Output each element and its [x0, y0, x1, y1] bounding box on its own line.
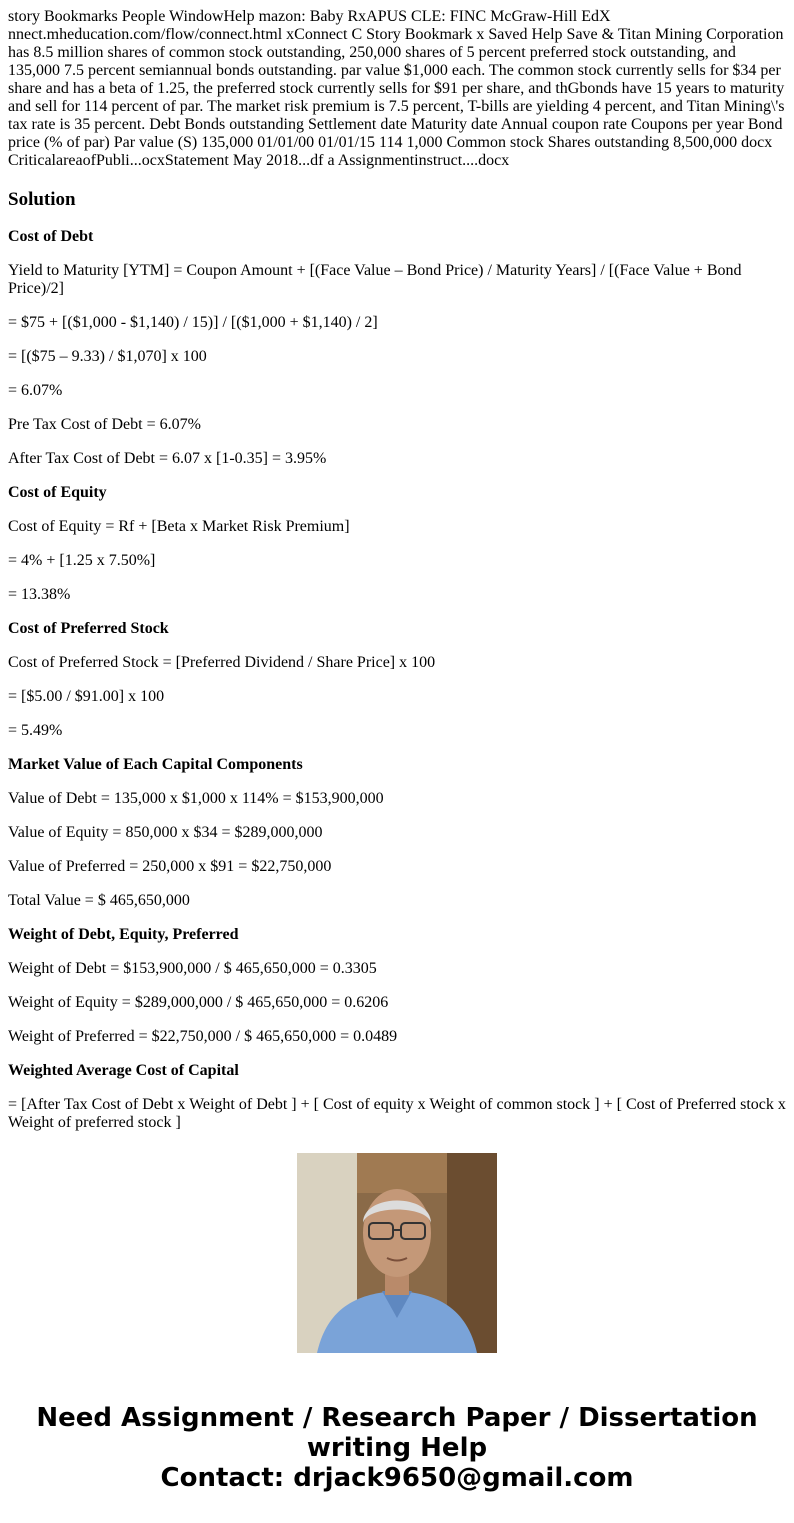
wacc-line: = [After Tax Cost of Debt x Weight of Debt ] + [ Cost of equity x Weight of common stock ] + [ Cost of Preferred stock x Weight of preferred stock ] — [8, 1096, 786, 1131]
debt-line: = $75 + [($1,000 - $1,140) / 15)] / [($1,000 + $1,140) / 2] — [8, 314, 378, 331]
debt-line: After Tax Cost of Debt = 6.07 x [1-0.35] = 3.95% — [8, 450, 327, 467]
preferred-line: = 5.49% — [8, 722, 63, 739]
footer-contact-banner — [0, 1403, 794, 1493]
debt-line: = 6.07% — [8, 382, 63, 399]
section-title-cost-of-preferred: Cost of Preferred Stock — [8, 620, 169, 637]
preferred-line: Cost of Preferred Stock = [Preferred Dividend / Share Price] x 100 — [8, 654, 436, 671]
author-photo-avatar — [297, 1153, 497, 1353]
equity-line: = 4% + [1.25 x 7.50%] — [8, 552, 156, 569]
equity-line: = 13.38% — [8, 586, 71, 603]
section-title-market-value: Market Value of Each Capital Components — [8, 756, 303, 773]
debt-line: Pre Tax Cost of Debt = 6.07% — [8, 416, 201, 433]
market-value-line: Value of Equity = 850,000 x $34 = $289,000,000 — [8, 824, 323, 841]
section-title-cost-of-debt: Cost of Debt — [8, 228, 94, 245]
preferred-line: = [$5.00 / $91.00] x 100 — [8, 688, 165, 705]
answer-document — [8, 8, 788, 1131]
solution-heading: Solution — [8, 189, 76, 210]
question-text: story Bookmarks People WindowHelp mazon: Baby RxAPUS CLE: FINC McGraw-Hill EdX nnect.mheducation.com/flow/connect.html xConnect C Story Bookmark x Saved Help Save & Titan Mining Corporation has 8.5 million shares of common stock outstanding, 250,000 shares of 5 percent preferred stock outstanding, and 135,000 7.5 percent semiannual bonds outstanding. par value $1,000 each. The common stock currently sells for $34 per share and has a beta of 1.25, the preferred stock currently sells for $91 per share, and thGbonds have 15 years to maturity and sell for 114 percent of par. The market risk premium is 7.5 percent, T-bills are yielding 4 percent, and Titan Mining\'s tax rate is 35 percent. Debt Bonds outstanding Settlement date Maturity date Annual coupon rate Coupons per year Bond price (% of par) Par value (S) 135,000 01/01/00 01/01/15 114 1,000 Common stock Shares outstanding 8,500,000 docx CriticalareaofPubli...ocxStatement May 2018...df a Assignmentinstruct....docx — [8, 8, 785, 169]
market-value-line: Total Value = $ 465,650,000 — [8, 892, 190, 909]
debt-line: = [($75 – 9.33) / $1,070] x 100 — [8, 348, 207, 365]
section-title-cost-of-equity: Cost of Equity — [8, 484, 107, 501]
weight-line: Weight of Debt = $153,900,000 / $ 465,650,000 = 0.3305 — [8, 960, 377, 977]
weight-line: Weight of Equity = $289,000,000 / $ 465,650,000 = 0.6206 — [8, 994, 389, 1011]
market-value-line: Value of Preferred = 250,000 x $91 = $22,750,000 — [8, 858, 332, 875]
section-title-wacc: Weighted Average Cost of Capital — [8, 1062, 239, 1079]
equity-line: Cost of Equity = Rf + [Beta x Market Risk Premium] — [8, 518, 350, 535]
footer-contact-email: Contact: drjack9650@gmail.com — [160, 1463, 634, 1493]
person-portrait-icon — [297, 1153, 497, 1353]
market-value-line: Value of Debt = 135,000 x $1,000 x 114% = $153,900,000 — [8, 790, 384, 807]
debt-line: Yield to Maturity [YTM] = Coupon Amount + [(Face Value – Bond Price) / Maturity Years] / [(Face Value + Bond Price)/2] — [8, 262, 742, 297]
footer-line-1: Need Assignment / Research Paper / Dissertation — [36, 1403, 758, 1433]
section-title-weights: Weight of Debt, Equity, Preferred — [8, 926, 239, 943]
weight-line: Weight of Preferred = $22,750,000 / $ 465,650,000 = 0.0489 — [8, 1028, 398, 1045]
footer-line-2: writing Help — [306, 1433, 488, 1463]
